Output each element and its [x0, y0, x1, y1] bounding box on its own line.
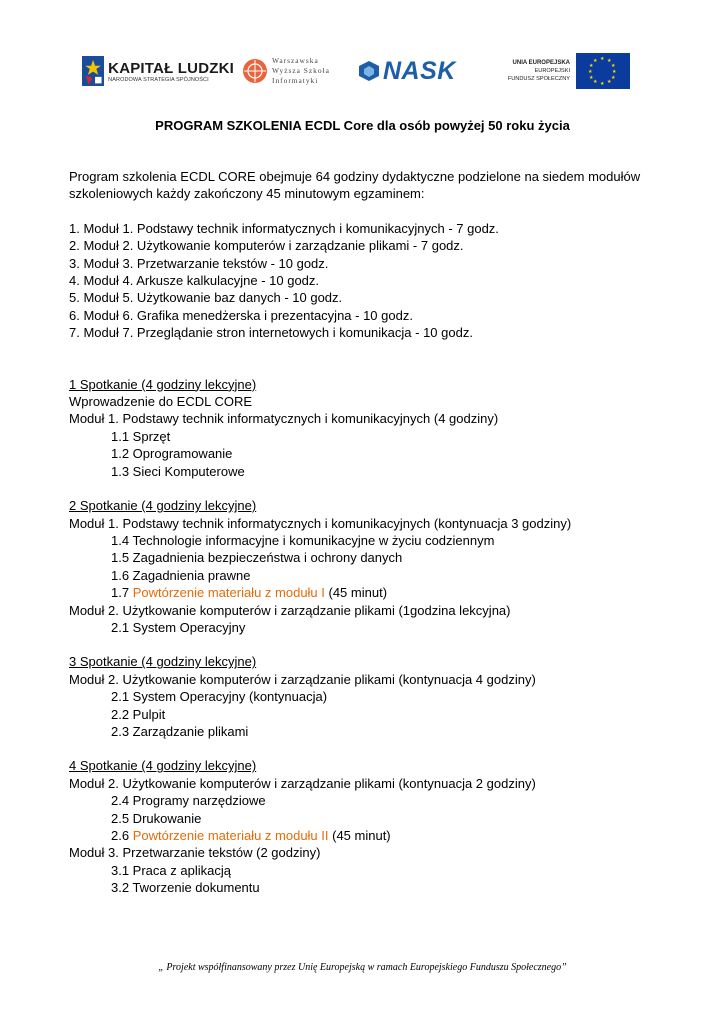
document-title: PROGRAM SZKOLENIA ECDL Core dla osób powyżej 50 roku życia	[155, 118, 570, 133]
module-list-item: 6. Moduł 6. Grafika menedżerska i prezentacyjna - 10 godz.	[69, 307, 413, 323]
module-list-item: 2. Moduł 2. Użytkowanie komputerów i zarządzanie plikami - 7 godz.	[69, 238, 464, 254]
kapital-ludzki-logo	[82, 42, 234, 100]
intro-line-2: szkoleniowych każdy zakończony 45 minutowym egzaminem:	[69, 186, 425, 202]
header-logos	[82, 42, 638, 100]
wwsi-emblem-icon	[242, 58, 268, 84]
review-item-module-2	[69, 827, 689, 844]
eu-line-1: UNIA EUROPEJSKA	[512, 60, 570, 66]
topic-item: 2.3 Zarządzanie plikami	[111, 723, 249, 739]
review-text: Powtórzenie materiału z modułu I	[132, 585, 325, 601]
review-duration: (45 minut)	[328, 828, 391, 843]
meeting-2-module-2: Moduł 2. Użytkowanie komputerów i zarządzanie plikami (1godzina lekcyjna)	[69, 602, 511, 618]
kapital-ludzki-title: KAPITAŁ LUDZKI	[108, 59, 234, 77]
review-number: 1.7	[111, 585, 133, 601]
meeting-4-heading: 4 Spotkanie (4 godziny lekcyjne)	[69, 758, 257, 774]
review-number: 2.6	[111, 828, 133, 843]
module-list-item: 5. Moduł 5. Użytkowanie baz danych - 10 godz.	[69, 290, 343, 306]
topic-item: 1.2 Oprogramowanie	[111, 446, 233, 462]
module-list-item: 1. Moduł 1. Podstawy technik informatycznych i komunikacyjnych - 7 godz.	[69, 220, 499, 236]
wwsi-line-3: Informatyki	[272, 76, 319, 85]
meeting-3-heading: 3 Spotkanie (4 godziny lekcyjne)	[69, 654, 257, 670]
module-list-item: 3. Moduł 3. Przetwarzanie tekstów - 10 godz.	[69, 255, 329, 271]
topic-item: 1.4 Technologie informacyjne i komunikacyjne w życiu codziennym	[111, 532, 495, 548]
module-list-item: 7. Moduł 7. Przeglądanie stron internetowych i komunikacja - 10 godz.	[69, 325, 473, 341]
wwsi-line-1: Warszawska	[272, 56, 319, 65]
topic-item: 2.1 System Operacyjny (kontynuacja)	[111, 689, 328, 705]
nask-emblem-icon	[358, 60, 380, 82]
topic-item: 1.3 Sieci Komputerowe	[111, 463, 245, 479]
topic-item: 2.1 System Operacyjny	[111, 619, 246, 635]
module-list-item: 4. Moduł 4. Arkusze kalkulacyjne - 10 godz.	[69, 273, 320, 289]
nask-wordmark: NASK	[383, 56, 456, 85]
eu-flag-icon: ★ ★ ★ ★ ★ ★ ★ ★ ★ ★ ★ ★	[576, 53, 630, 89]
intro-line-1: Program szkolenia ECDL CORE obejmuje 64 godziny dydaktyczne podzielone na siedem modułów	[69, 169, 641, 184]
topic-item: 1.6 Zagadnienia prawne	[111, 567, 251, 583]
topic-item: 1.5 Zagadnienia bezpieczeństwa i ochrony danych	[111, 550, 403, 566]
meeting-4-module: Moduł 2. Użytkowanie komputerów i zarządzanie plikami (kontynuacja 2 godziny)	[69, 775, 536, 791]
meeting-4-module-2: Moduł 3. Przetwarzanie tekstów (2 godziny)	[69, 845, 321, 861]
review-duration: (45 minut)	[324, 585, 388, 601]
wwsi-logo	[242, 42, 350, 100]
document-body	[69, 168, 689, 897]
meeting-2-heading: 2 Spotkanie (4 godziny lekcyjne)	[69, 498, 257, 514]
meeting-2-module: Moduł 1. Podstawy technik informatycznych i komunikacyjnych (kontynuacja 3 godziny)	[69, 515, 572, 531]
kapital-ludzki-subtitle: NARODOWA STRATEGIA SPÓJNOŚCI	[108, 76, 209, 83]
topic-item: 3.2 Tworzenie dokumentu	[111, 880, 260, 896]
eu-line-3: FUNDUSZ SPOŁECZNY	[507, 76, 570, 82]
meeting-1-intro: Wprowadzenie do ECDL CORE	[69, 394, 253, 410]
meeting-1-module: Moduł 1. Podstawy technik informatycznych i komunikacyjnych (4 godziny)	[69, 411, 499, 427]
eu-line-2: EUROPEJSKI	[534, 68, 570, 74]
topic-item: 2.2 Pulpit	[111, 706, 166, 722]
nask-logo	[358, 42, 486, 100]
topic-item: 2.4 Programy narzędziowe	[111, 793, 266, 809]
eu-logo	[496, 42, 638, 100]
footer-note: „ Projekt współfinansowany przez Unię Europejską w ramach Europejskiego Funduszu Społecznego”	[158, 962, 567, 973]
kapital-ludzki-emblem-icon	[82, 48, 104, 94]
meeting-1-heading: 1 Spotkanie (4 godziny lekcyjne)	[69, 376, 257, 392]
topic-item: 3.1 Praca z aplikacją	[111, 862, 231, 878]
topic-item: 1.1 Sprzęt	[111, 428, 171, 444]
meeting-3-module: Moduł 2. Użytkowanie komputerów i zarządzanie plikami (kontynuacja 4 godziny)	[69, 671, 536, 687]
wwsi-line-2: Wyższa Szkoła	[272, 66, 330, 75]
review-text: Powtórzenie materiału z modułu II	[132, 828, 329, 843]
topic-item: 2.5 Drukowanie	[111, 810, 202, 826]
review-item-module-1	[69, 584, 689, 601]
